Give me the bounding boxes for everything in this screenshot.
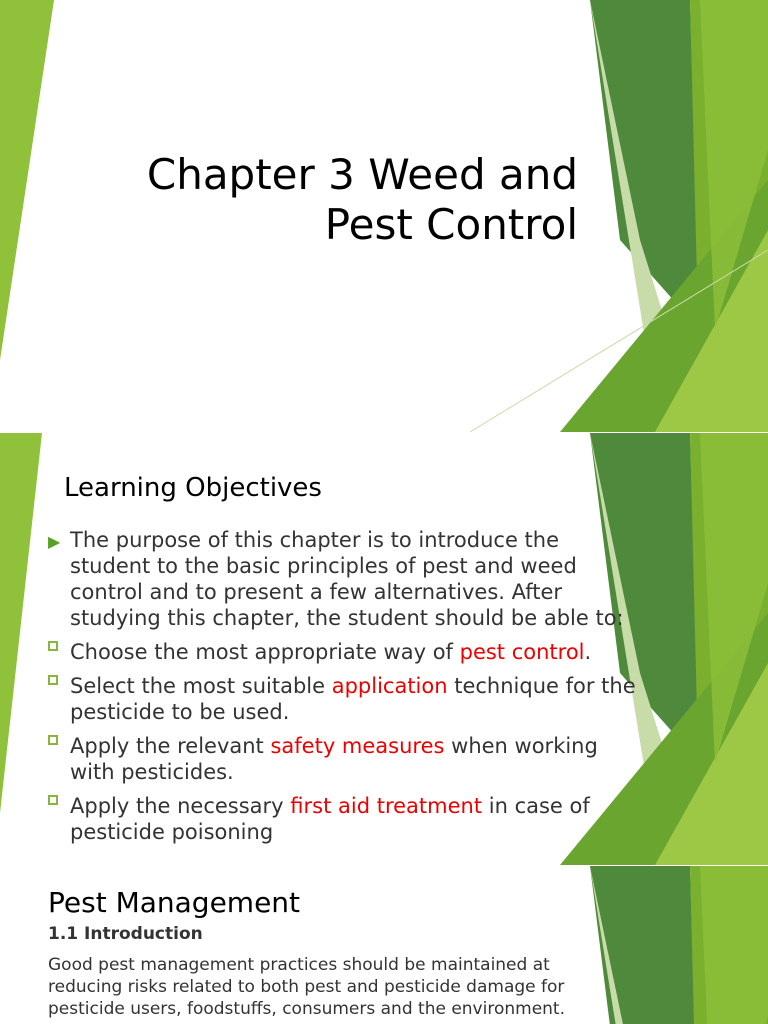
objective-item: Apply the necessary first aid treatment in case of pesticide poisoning bbox=[48, 793, 638, 845]
intro-bullet bbox=[48, 527, 638, 631]
pest-management-slide bbox=[0, 866, 768, 1024]
objective-item: Select the most suitable application technique for the pesticide to be used. bbox=[48, 673, 638, 725]
highlight-text: application bbox=[331, 674, 448, 698]
objective-item: Choose the most appropriate way of pest control. bbox=[48, 639, 638, 665]
square-bullet-icon bbox=[48, 735, 58, 745]
intro-text: The purpose of this chapter is to introduce the student to the basic principles of pest and weed control and to present a few alternatives. After studying this chapter, the student should be able to: bbox=[70, 528, 624, 630]
objectives-slide bbox=[0, 433, 768, 865]
objectives-body bbox=[48, 527, 638, 853]
slide-title: Pest Management bbox=[48, 886, 301, 919]
slide-title bbox=[58, 150, 578, 250]
objective-item: Apply the relevant safety measures when working with pesticides. bbox=[48, 733, 638, 785]
title-line-2: Pest Control bbox=[324, 200, 578, 249]
square-bullet-icon bbox=[48, 795, 58, 805]
highlight-text: safety measures bbox=[270, 734, 445, 758]
title-slide bbox=[0, 0, 768, 432]
title-line-1: Chapter 3 Weed and bbox=[146, 150, 578, 199]
triangle-bullet-icon: ▶ bbox=[48, 532, 61, 551]
square-bullet-icon bbox=[48, 641, 58, 651]
highlight-text: first aid treatment bbox=[290, 794, 483, 818]
square-bullet-icon bbox=[48, 675, 58, 685]
highlight-text: pest control bbox=[459, 640, 585, 664]
section-body: Good pest management practices should be maintained at reducing risks related to both pest and pesticide damage for pesticide users, foodstuffs, consumers and the environment. bbox=[48, 955, 565, 1019]
slide-title: Learning Objectives bbox=[64, 473, 322, 503]
section-subtitle: 1.1 Introduction bbox=[48, 924, 203, 944]
